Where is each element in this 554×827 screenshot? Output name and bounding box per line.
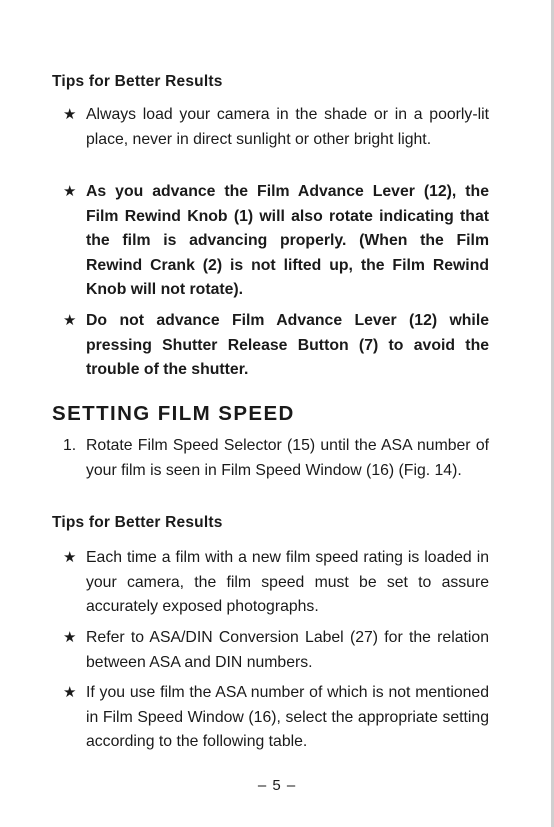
tip-item: If you use film the ASA number of which is not mentioned in Film Speed Window (16), select the appropriate setting according to the following table. <box>86 684 489 750</box>
page-number: – 5 – <box>257 777 297 794</box>
tip-item: Each time a film with a new film speed rating is loaded in your camera, the film speed must be set to assure accurately exposed photographs. <box>86 549 489 615</box>
tip-item: Do not advance Film Advance Lever (12) while pressing Shutter Release Button (7) to avoid the trouble of the shutter. <box>86 312 489 378</box>
tips-heading: Tips for Better Results <box>52 73 223 90</box>
star-bullet-icon: ★ <box>63 629 77 646</box>
tip-item: Always load your camera in the shade or in a poorly-lit place, never in direct sunlight or other bright light. <box>86 106 489 148</box>
tips-heading: Tips for Better Results <box>52 514 223 531</box>
star-bullet-icon: ★ <box>63 106 77 123</box>
star-bullet-icon: ★ <box>63 183 77 200</box>
star-bullet-icon: ★ <box>63 312 77 329</box>
step-text: Rotate Film Speed Selector (15) until the ASA number of your film is seen in Film Speed Window (16) (Fig. 14). <box>86 437 489 479</box>
step-number: 1. <box>63 437 77 454</box>
star-bullet-icon: ★ <box>63 549 77 566</box>
star-bullet-icon: ★ <box>63 684 77 701</box>
tip-item: As you advance the Film Advance Lever (12), the Film Rewind Knob (1) will also rotate indicating that the film is advancing properly. (When the Film Rewind Crank (2) is not lifted up, the Film Rewind Knob will not rotate). <box>86 183 489 298</box>
tip-item: Refer to ASA/DIN Conversion Label (27) for the relation between ASA and DIN numbers. <box>86 629 489 671</box>
section-title: SETTING FILM SPEED <box>52 402 295 425</box>
